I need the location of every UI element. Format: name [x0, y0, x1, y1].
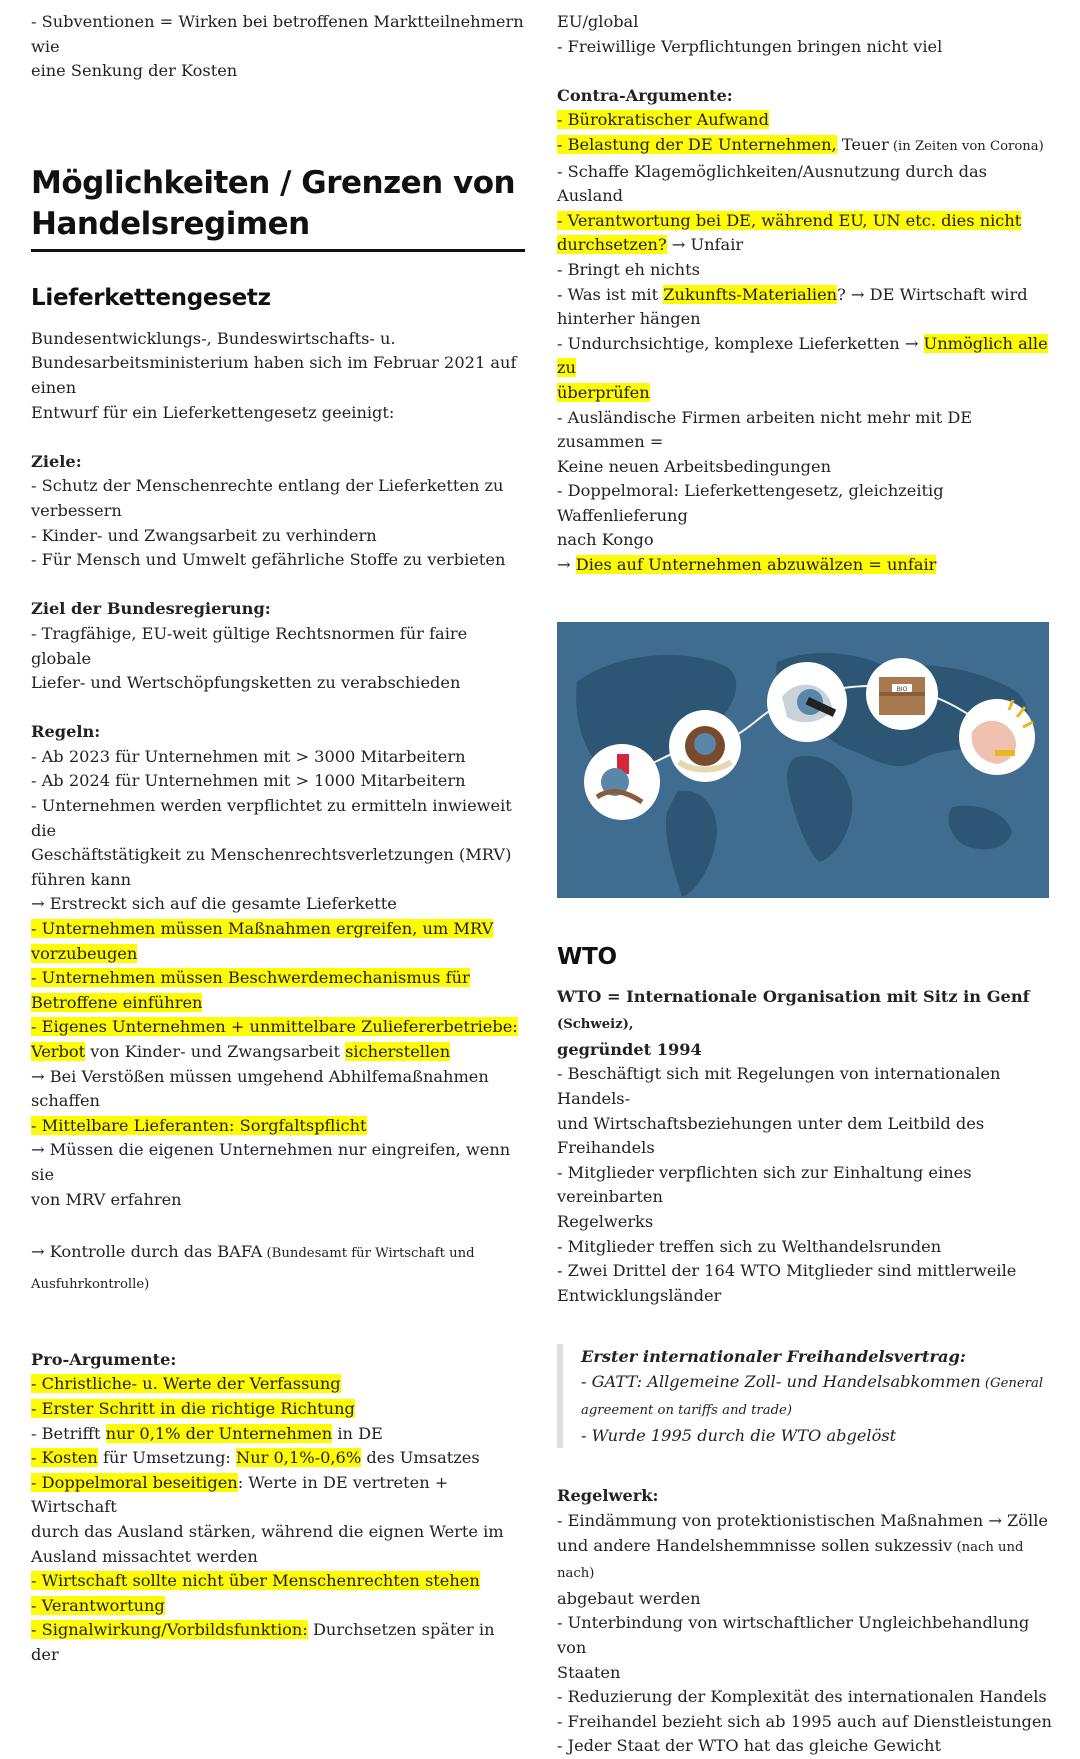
intro-paragraph: Bundesentwicklungs-, Bundeswirtschafts- u. Bundesarbeitsministerium haben sich im Februar 2021 auf einen Entwurf für ein Lieferkettengesetz geeinigt: — [31, 328, 517, 422]
world-map-graphic — [557, 622, 1049, 898]
page-title: Möglichkeiten / Grenzen von Handelsregimen — [31, 164, 516, 242]
subventionen-line: - Subventionen = Wirken bei betroffenen Marktteilnehmern wie eine Senkung der Kosten — [31, 12, 524, 81]
section-title-lieferkettengesetz: Lieferkettengesetz — [31, 284, 271, 311]
box-label: BIO — [896, 685, 908, 693]
right-column — [557, 10, 1057, 1759]
regeln-block: Regeln: - Ab 2023 für Unternehmen mit > 3000 Mitarbeitern - Ab 2024 für Unternehmen mit > 1000 Mitarbeitern - Unternehmen werden verpflichtet zu ermitteln inwieweit die Geschäftstätigkeit zu Menschenrechtsverletzungen (MRV) führen kann → Erstreckt sich auf die gesamte Lieferkette - Unternehmen müssen Maßnahmen ergreifen, um MRV vorzubeugen - Unternehmen müssen Beschwerdemechanismus für Betroffene einführen - Eigenes Unternehmen + unmittelbare Zuliefererbetriebe: Verbot von Kinder- und Zwangsarbeit sicherstellen → Bei Verstößen müssen umgehend Abhilfemaßnahmen schaffen - Mittelbare Lieferanten: Sorgfaltspflicht → Müssen die eigenen Unternehmen nur eingreifen, wenn sie von MRV erfahren — [31, 722, 518, 1209]
ziele-block: Ziele: - Schutz der Menschenrechte entlang der Lieferketten zu verbessern - Kinder- und Zwangsarbeit zu verhindern - Für Mensch und Umwelt gefährliche Stoffe zu verbieten — [31, 451, 506, 570]
freiwillig-block: EU/global - Freiwillige Verpflichtungen bringen nicht viel — [557, 12, 943, 56]
left-column — [31, 10, 527, 1667]
section-title-wto: WTO — [557, 943, 617, 970]
wto-block: WTO = Internationale Organisation mit Sitz in Genf (Schweiz), gegründet 1994 - Beschäftigt sich mit Regelungen von internationalen Handels- und Wirtschaftsbeziehungen unter dem Leitbild des Freihandels - Mitglieder verpflichten sich zur Einhaltung eines vereinbarten Regelwerks - Mitglieder treffen sich zu Welthandelsrunden - Zwei Drittel der 164 WTO Mitglieder sind mittlerweile Entwicklungsländer — [557, 986, 1030, 1305]
contra-argumente-block: Contra-Argumente: - Bürokratischer Aufwand - Belastung der DE Unternehmen, Teuer (in Zeiten von Corona) - Schaffe Klagemöglichkeiten/Ausnutzung durch das Ausland - Verantwortung bei DE, während EU, UN etc. dies nicht durchsetzen? → Unfair - Bringt eh nichts - Was ist mit Zukunfts-Materialien? → DE Wirtschaft wird hinterher hängen - Undurchsichtige, komplexe Lieferketten → Unmöglich alle zu überprüfen - Ausländische Firmen arbeiten nicht mehr mit DE zusammen = Keine neuen Arbeitsbedingungen - Doppelmoral: Lieferkettengesetz, gleichzeitig Waffenlieferung nach Kongo → Dies auf Unternehmen abzuwälzen = unfair — [557, 85, 1048, 575]
bundesregierung-block: Ziel der Bundesregierung: - Tragfähige, EU-weit gültige Rechtsnormen für faire globale Liefer- und Wertschöpfungsketten zu verabschieden — [31, 599, 468, 693]
gatt-quote: Erster internationaler Freihandelsvertrag: - GATT: Allgemeine Zoll- und Handelsabkommen (General agreement on tariffs and trade) - Wurde 1995 durch die WTO abgelöst — [557, 1344, 1057, 1448]
regelwerk-block: Regelwerk: - Eindämmung von protektionistischen Maßnahmen → Zölle und andere Handelshemmnisse sollen sukzessiv (nach und nach) abgebaut werden - Unterbindung von wirtschaftlicher Ungleichbehandlung von Staaten - Reduzierung der Komplexität des internationalen Handels - Freihandel bezieht sich ab 1995 auch auf Dienstleistungen - Jeder Staat der WTO hat das gleiche Gewicht — [557, 1486, 1052, 1756]
bafa-line: → Kontrolle durch das BAFA (Bundesamt für Wirtschaft und Ausfuhrkontrolle) — [31, 1241, 475, 1292]
pro-argumente-block: Pro-Argumente: - Christliche- u. Werte der Verfassung - Erster Schritt in die richtige Richtung - Betrifft nur 0,1% der Unternehmen in DE - Kosten für Umsetzung: Nur 0,1%-0,6% des Umsatzes - Doppelmoral beseitigen: Werte in DE vertreten + Wirtschaft durch das Ausland stärken, während die eignen Werte im Ausland missachtet werden - Wirtschaft sollte nicht über Menschenrechten stehen - Verantwortung - Signalwirkung/Vorbildsfunktion: Durchsetzen später in der — [31, 1349, 504, 1664]
world-map-illustration — [557, 622, 1049, 898]
